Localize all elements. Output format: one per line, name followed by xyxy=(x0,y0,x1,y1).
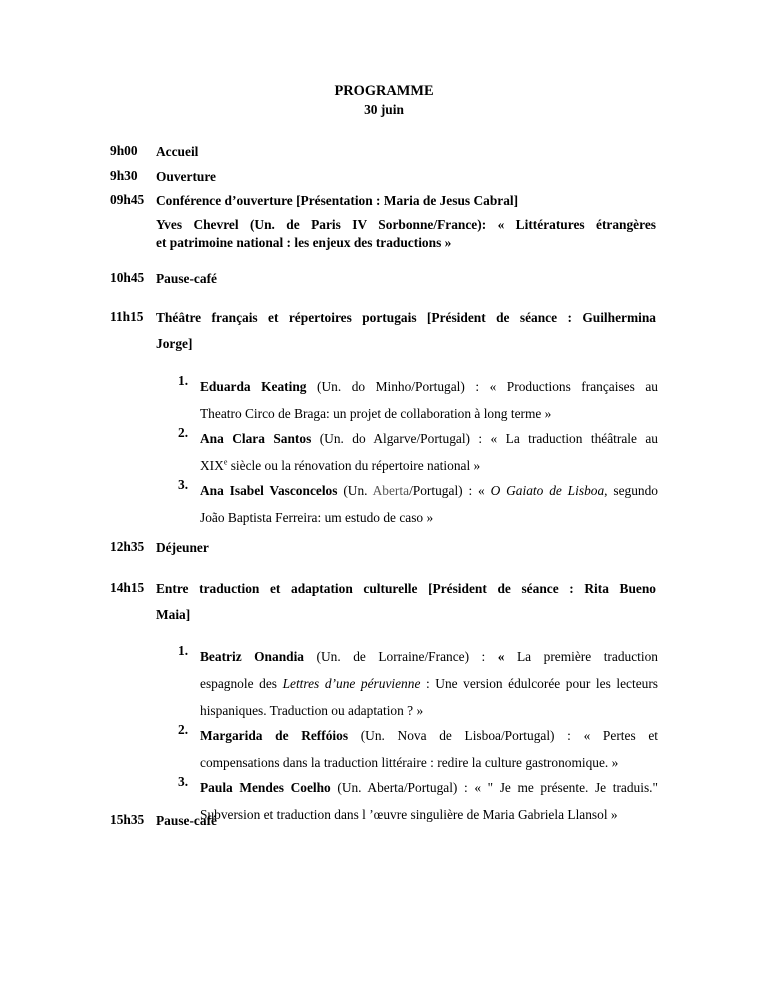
session-title-line2: Jorge] xyxy=(156,336,193,351)
talk-title-rest: compensations dans la traduction littéraire : redire la culture gastronomique. » xyxy=(200,755,619,770)
talk-title-rest: João Baptista Ferreira: um estudo de caso » xyxy=(200,510,434,525)
speaker-name: Margarida de Reffóios xyxy=(200,728,349,743)
item-number: 3. xyxy=(178,774,189,789)
speaker-affiliation: (Un. Nova de Lisboa/Portugal) : xyxy=(360,728,571,743)
item-number: 2. xyxy=(178,425,189,440)
slot-time: 14h15 xyxy=(110,580,145,595)
slot-time: 12h35 xyxy=(110,539,145,554)
work-title: O Gaiato de Lisboa xyxy=(490,483,605,498)
slot-title: Ouverture xyxy=(156,169,216,184)
speaker-affiliation: (Un. de Lorraine/France) : xyxy=(316,649,486,664)
speaker-affiliation: (Un. Aberta/Portugal) : xyxy=(337,780,468,795)
item-line1: Beatriz Onandia (Un. de Lorraine/France) : « La première traduction xyxy=(200,649,658,664)
slot-time: 9h30 xyxy=(110,168,138,183)
session-title-line1: Entre traduction et adaptation culturelle [Président de séance : Rita Bueno xyxy=(156,581,656,596)
talk-title-rest: Theatro Circo de Braga: un projet de collaboration à long terme » xyxy=(200,406,552,421)
item-number: 1. xyxy=(178,373,189,388)
slot-title: Pause-café xyxy=(156,271,217,286)
slot-time: 9h00 xyxy=(110,143,138,158)
talk-title-start: « Productions françaises au xyxy=(489,379,658,394)
conference-talk-line1: Yves Chevrel (Un. de Paris IV Sorbonne/France): « Littératures étrangères xyxy=(156,217,656,232)
item-number: 3. xyxy=(178,477,189,492)
work-title: Lettres d’une péruvienne xyxy=(282,676,421,691)
item-number: 2. xyxy=(178,722,189,737)
speaker-name: Ana Isabel Vasconcelos xyxy=(200,483,338,498)
speaker-name: Ana Clara Santos xyxy=(200,431,312,446)
speaker-affiliation: (Un. do Minho/Portugal) : xyxy=(317,379,480,394)
slot-time: 09h45 xyxy=(110,192,145,207)
slot-title: Pause-café xyxy=(156,813,217,828)
slot-title: Déjeuner xyxy=(156,540,209,555)
page-date: 30 juin xyxy=(364,102,404,117)
page-title: PROGRAMME xyxy=(334,83,434,99)
talk-title-rest: Subversion et traduction dans l ’œuvre singulière de Maria Gabriela Llansol » xyxy=(200,807,618,822)
speaker-name: Eduarda Keating xyxy=(200,379,307,394)
talk-title-start: « La traduction théâtrale au xyxy=(490,431,658,446)
speaker-affiliation: (Un. do Algarve/Portugal) : xyxy=(319,431,483,446)
item-line1: Ana Isabel Vasconcelos (Un. Aberta/Portugal) : « O Gaiato de Lisboa, segundo xyxy=(200,483,658,498)
item-number: 1. xyxy=(178,643,189,658)
conference-talk-line2: et patrimoine national : les enjeux des traductions » xyxy=(156,235,452,250)
speaker-affiliation: (Un. Aberta/Portugal) : « xyxy=(343,483,485,498)
item-line1 xyxy=(200,425,658,452)
session-title-line2: Maia] xyxy=(156,607,191,622)
talk-title-line3: hispaniques. Traduction ou adaptation ? » xyxy=(200,703,424,718)
slot-time: 15h35 xyxy=(110,812,145,827)
talk-title-rest: XIXe siècle ou la rénovation du répertoire national » xyxy=(200,457,481,473)
slot-time: 10h45 xyxy=(110,270,145,285)
slot-title: Conférence d’ouverture [Présentation : Maria de Jesus Cabral] xyxy=(156,193,519,208)
item-line1: Margarida de Reffóios (Un. Nova de Lisboa/Portugal) : « Pertes et xyxy=(200,728,658,743)
item-line1 xyxy=(200,373,658,400)
slot-time: 11h15 xyxy=(110,309,144,324)
speaker-name: Paula Mendes Coelho xyxy=(200,780,331,795)
item-line1: Paula Mendes Coelho (Un. Aberta/Portugal) : « " Je me présente. Je traduis." xyxy=(200,780,658,795)
session-title-line1: Théâtre français et répertoires portugais [Président de séance : Guilhermina xyxy=(156,310,656,325)
slot-title: Accueil xyxy=(156,144,199,159)
talk-title-line2: espagnole des Lettres d’une péruvienne : Une version édulcorée pour les lecteurs xyxy=(200,676,659,691)
speaker-name: Beatriz Onandia xyxy=(200,649,305,664)
